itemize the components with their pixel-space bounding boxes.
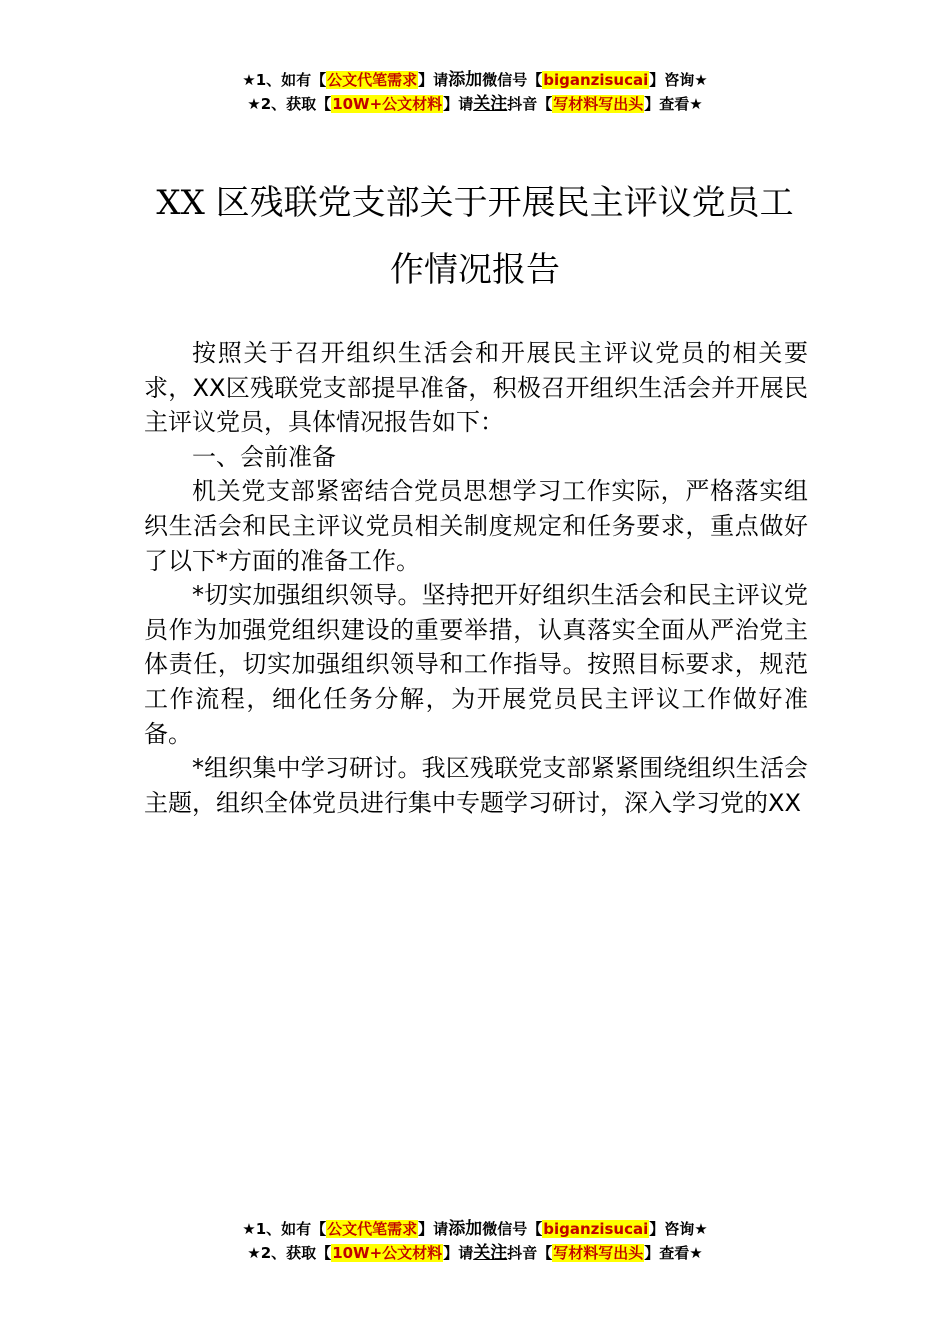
document-body	[144, 336, 808, 820]
banner-line-2: ★2、获取【10W+公文材料】请关注抖音【写材料写出头】查看★	[247, 94, 703, 114]
banner-line-1: ★1、如有【公文代笔需求】请添加微信号【biganzisucai】咨询★	[242, 70, 708, 90]
footer-banner-line-2: ★2、获取【10W+公文材料】请关注抖音【写材料写出头】查看★	[247, 1243, 703, 1263]
paragraph-leadership: *切实加强组织领导。坚持把开好组织生活会和民主评议党员作为加强党组织建设的重要举措，认真落实全面从严治党主体责任，切实加强组织领导和工作指导。按照目标要求，规范工作流程，细化任务分解，为开展党员民主评议工作做好准备。	[144, 581, 808, 748]
document-title-line-1: XX 区残联党支部关于开展民主评议党员工	[156, 183, 794, 223]
document-title-line-2: 作情况报告	[390, 250, 560, 290]
footer-highlight-materials: 10W+公文材料	[332, 1244, 443, 1262]
highlight-wechat-id: biganzisucai	[543, 71, 649, 89]
highlight-douyin: 写材料写出头	[553, 95, 644, 113]
footer-highlight-wechat-id: biganzisucai	[543, 1220, 649, 1238]
paragraph-study: *组织集中学习研讨。我区残联党支部紧紧围绕组织生活会主题，组织全体党员进行集中专题学习研讨，深入学习党的XX	[144, 754, 808, 817]
footer-banner	[0, 1217, 950, 1265]
section-heading-1: 一、会前准备	[192, 442, 336, 471]
footer-highlight-service: 公文代笔需求	[327, 1220, 418, 1238]
highlight-materials: 10W+公文材料	[332, 95, 443, 113]
footer-highlight-douyin: 写材料写出头	[553, 1244, 644, 1262]
paragraph-intro: 按照关于召开组织生活会和开展民主评议党员的相关要求，XX区残联党支部提早准备，积极召开组织生活会并开展民主评议党员，具体情况报告如下：	[144, 339, 808, 437]
paragraph-preparation: 机关党支部紧密结合党员思想学习工作实际，严格落实组织生活会和民主评议党员相关制度规定和任务要求，重点做好了以下*方面的准备工作。	[144, 477, 808, 575]
footer-banner-line-1: ★1、如有【公文代笔需求】请添加微信号【biganzisucai】咨询★	[242, 1219, 708, 1239]
header-banner	[0, 68, 950, 116]
highlight-service: 公文代笔需求	[327, 71, 418, 89]
